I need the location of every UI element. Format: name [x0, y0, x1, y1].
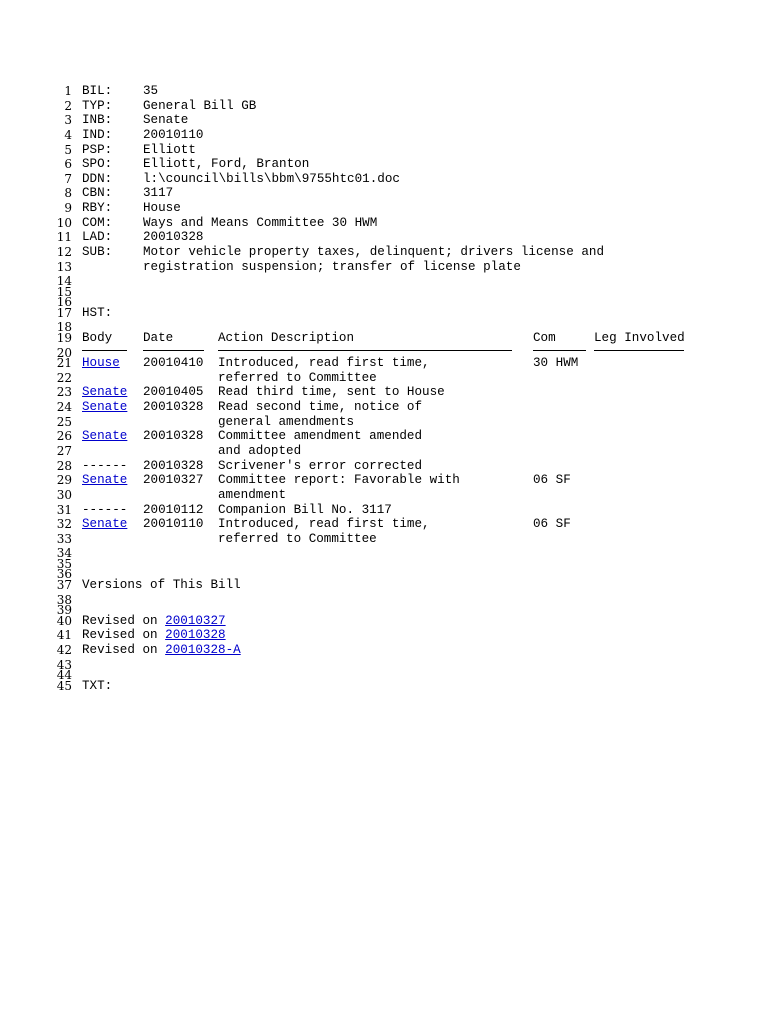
- doc-line: [0, 84, 770, 99]
- line-number: 36: [56, 567, 72, 582]
- version-line: [82, 628, 226, 643]
- body-link[interactable]: House: [82, 356, 120, 371]
- field-value: Ways and Means Committee 30 HWM: [143, 215, 378, 230]
- action-description: referred to Committee: [218, 531, 377, 546]
- field-key: IND:: [82, 127, 113, 142]
- field-key: CBN:: [82, 186, 113, 201]
- line-number: 15: [56, 284, 72, 299]
- line-number: 35: [56, 556, 72, 571]
- line-number: 42: [56, 642, 72, 657]
- action-description: Introduced, read first time,: [218, 356, 430, 371]
- line-number: 37: [56, 577, 72, 592]
- doc-line: [0, 546, 770, 561]
- field-key: DDN:: [82, 171, 113, 186]
- doc-line: [0, 567, 770, 582]
- line-number: 30: [56, 487, 72, 502]
- field-value: Motor vehicle property taxes, delinquent; drivers license and: [143, 245, 605, 260]
- field-value: 20010328: [143, 230, 204, 245]
- line-number: 10: [56, 215, 72, 230]
- line-number: 6: [64, 157, 72, 172]
- col-header-body: Body: [82, 330, 113, 345]
- line-number: 17: [56, 305, 72, 320]
- bill-document: [0, 84, 770, 693]
- doc-line: [0, 99, 770, 114]
- line-number: 45: [56, 678, 72, 693]
- field-key: SPO:: [82, 157, 113, 172]
- body-text: ------: [82, 458, 128, 473]
- line-number: 2: [64, 98, 72, 113]
- line-number: 33: [56, 531, 72, 546]
- doc-line: [0, 668, 770, 682]
- line-number: 8: [64, 186, 72, 201]
- field-value: registration suspension; transfer of license plate: [143, 259, 521, 274]
- col-header-action: Action Description: [218, 330, 355, 345]
- doc-line: [0, 320, 770, 335]
- line-number: 22: [56, 370, 72, 385]
- history-label: HST:: [82, 305, 113, 320]
- action-description: Introduced, read first time,: [218, 517, 430, 532]
- action-description: Read third time, sent to House: [218, 385, 445, 400]
- field-key: TYP:: [82, 98, 113, 113]
- line-number: 39: [56, 603, 72, 618]
- field-value: 35: [143, 84, 159, 98]
- doc-line: [0, 400, 770, 415]
- field-key: LAD:: [82, 230, 113, 245]
- doc-line: [0, 230, 770, 245]
- field-key: SUB:: [82, 245, 113, 260]
- field-key: PSP:: [82, 142, 113, 157]
- body-text: ------: [82, 502, 128, 517]
- doc-line: [0, 331, 770, 346]
- doc-line: [0, 260, 770, 275]
- doc-line: [0, 128, 770, 143]
- action-description: Scrivener's error corrected: [218, 458, 423, 473]
- doc-line: [0, 245, 770, 260]
- line-number: 11: [56, 230, 72, 245]
- body-link[interactable]: Senate: [82, 517, 128, 532]
- doc-line: [0, 657, 770, 672]
- line-number: 14: [56, 274, 72, 289]
- field-value: 20010110: [143, 127, 204, 142]
- revised-label: Revised on: [82, 642, 166, 657]
- line-number: 40: [56, 613, 72, 628]
- doc-line: [0, 517, 770, 532]
- field-value: Elliott: [143, 142, 196, 157]
- line-number: 19: [56, 330, 72, 345]
- line-number: 28: [56, 458, 72, 473]
- line-number: 5: [64, 142, 72, 157]
- action-date: 20010328: [143, 458, 204, 473]
- doc-line: [0, 473, 770, 488]
- line-number: 20: [56, 345, 72, 360]
- action-date: 20010327: [143, 473, 204, 488]
- doc-line: [0, 356, 770, 371]
- doc-line: [0, 532, 770, 547]
- header-rule: [533, 350, 586, 351]
- header-rule: [143, 350, 204, 351]
- doc-line: [0, 284, 770, 299]
- action-date: 20010405: [143, 385, 204, 400]
- body-link[interactable]: Senate: [82, 400, 128, 415]
- line-number: 12: [56, 245, 72, 260]
- action-description: general amendments: [218, 414, 355, 429]
- version-link[interactable]: 20010328: [165, 628, 226, 643]
- line-number: 34: [56, 546, 72, 561]
- doc-line: [0, 459, 770, 474]
- revised-label: Revised on: [82, 628, 166, 643]
- line-number: 43: [56, 657, 72, 672]
- line-number: 1: [64, 84, 72, 98]
- version-link[interactable]: 20010327: [165, 613, 226, 628]
- line-number: 41: [56, 628, 72, 643]
- action-date: 20010328: [143, 400, 204, 415]
- doc-line: [0, 295, 770, 310]
- doc-line: [0, 679, 770, 694]
- field-value: 3117: [143, 186, 174, 201]
- committee: 30 HWM: [533, 356, 579, 371]
- header-rule: [218, 350, 512, 351]
- line-number: 24: [56, 400, 72, 415]
- line-number: 23: [56, 385, 72, 400]
- committee: 06 SF: [533, 517, 571, 532]
- action-date: 20010112: [143, 502, 204, 517]
- txt-label: TXT:: [82, 678, 113, 693]
- doc-line: [0, 603, 770, 618]
- line-number: 44: [56, 668, 72, 682]
- action-date: 20010110: [143, 517, 204, 532]
- line-number: 9: [64, 201, 72, 216]
- doc-line: [0, 444, 770, 459]
- line-number: 27: [56, 443, 72, 458]
- field-value: Elliott, Ford, Branton: [143, 157, 310, 172]
- field-value: Senate: [143, 113, 189, 128]
- doc-line: [0, 503, 770, 518]
- line-number: 16: [56, 295, 72, 310]
- line-number: 38: [56, 592, 72, 607]
- committee: 06 SF: [533, 473, 571, 488]
- action-description: and adopted: [218, 443, 302, 458]
- doc-line: [0, 385, 770, 400]
- doc-line: [0, 157, 770, 172]
- field-key: RBY:: [82, 201, 113, 216]
- body-link[interactable]: Senate: [82, 385, 128, 400]
- doc-line: [0, 371, 770, 386]
- doc-line: [0, 216, 770, 231]
- version-line: [82, 614, 226, 629]
- field-value: General Bill GB: [143, 98, 257, 113]
- doc-line: [0, 306, 770, 321]
- line-number: 29: [56, 473, 72, 488]
- action-description: Companion Bill No. 3117: [218, 502, 392, 517]
- action-date: 20010410: [143, 356, 204, 371]
- line-number: 32: [56, 517, 72, 532]
- version-link[interactable]: 20010328-A: [165, 642, 241, 657]
- header-rule: [82, 350, 127, 351]
- action-description: referred to Committee: [218, 370, 377, 385]
- body-link[interactable]: Senate: [82, 473, 128, 488]
- doc-line: [0, 628, 770, 643]
- action-description: Read second time, notice of: [218, 400, 423, 415]
- action-description: Committee report: Favorable with: [218, 473, 460, 488]
- header-rule: [594, 350, 684, 351]
- line-number: 21: [56, 356, 72, 371]
- doc-line: [0, 274, 770, 289]
- col-header-leg: Leg Involved: [594, 330, 685, 345]
- doc-line: [0, 429, 770, 444]
- action-date: 20010328: [143, 429, 204, 444]
- doc-line: [0, 578, 770, 593]
- line-number: 4: [64, 127, 72, 142]
- doc-line: [0, 186, 770, 201]
- doc-line: [0, 415, 770, 430]
- line-number: 3: [64, 113, 72, 128]
- col-header-date: Date: [143, 330, 174, 345]
- field-value: l:\council\bills\bbm\9755htc01.doc: [143, 171, 400, 186]
- doc-line: [0, 143, 770, 158]
- doc-line: [0, 201, 770, 216]
- col-header-com: Com: [533, 330, 556, 345]
- line-number: 31: [56, 502, 72, 517]
- body-link[interactable]: Senate: [82, 429, 128, 444]
- doc-line: [0, 643, 770, 658]
- line-number: 25: [56, 414, 72, 429]
- doc-line: [0, 488, 770, 503]
- line-number: 26: [56, 429, 72, 444]
- version-line: [82, 643, 241, 658]
- field-key: INB:: [82, 113, 113, 128]
- doc-line: [0, 113, 770, 128]
- line-number: 18: [56, 320, 72, 335]
- field-key: BIL:: [82, 84, 113, 98]
- action-description: amendment: [218, 487, 287, 502]
- line-number: 13: [56, 259, 72, 274]
- doc-line: [0, 345, 770, 360]
- doc-line: [0, 592, 770, 607]
- doc-line: [0, 172, 770, 187]
- versions-title: Versions of This Bill: [82, 577, 241, 592]
- field-key: COM:: [82, 215, 113, 230]
- revised-label: Revised on: [82, 613, 166, 628]
- doc-line: [0, 614, 770, 629]
- action-description: Committee amendment amended: [218, 429, 423, 444]
- line-number: 7: [64, 171, 72, 186]
- field-value: House: [143, 201, 181, 216]
- doc-line: [0, 556, 770, 571]
